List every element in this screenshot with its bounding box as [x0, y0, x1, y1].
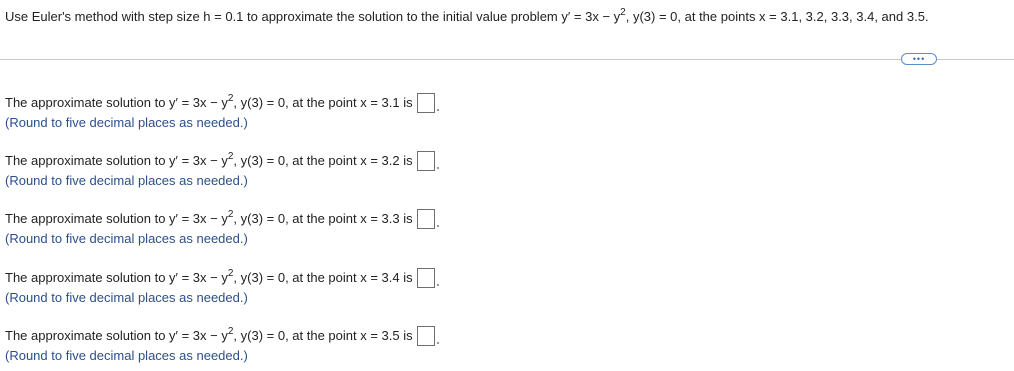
part-prompt: [5, 208, 413, 227]
answer-part-3: [5, 208, 439, 247]
question-text: [5, 6, 929, 25]
more-options-button[interactable]: •••: [901, 53, 937, 65]
part-prefix: The approximate solution to y′ = 3x − y: [5, 270, 228, 285]
part-prefix: The approximate solution to y′ = 3x − y: [5, 328, 228, 343]
part-exponent: 2: [227, 267, 234, 279]
part-prefix: The approximate solution to y′ = 3x − y: [5, 153, 228, 168]
part-suffix: , y(3) = 0, at the point x = 3.2 is: [233, 153, 413, 168]
input-dot-icon: [437, 225, 439, 227]
answer-part-5: [5, 325, 439, 364]
part-prompt: [5, 92, 413, 111]
input-dot-icon: [437, 342, 439, 344]
answer-input-box[interactable]: [417, 151, 435, 171]
question-exponent: 2: [620, 6, 626, 18]
input-dot-icon: [437, 109, 439, 111]
input-dot-icon: [437, 284, 439, 286]
rounding-hint: (Round to five decimal places as needed.): [5, 115, 248, 130]
question-rest: , y(3) = 0, at the points x = 3.1, 3.2, 3.3, 3.4, and 3.5.: [625, 9, 929, 24]
divider: [0, 59, 1014, 60]
answer-input-box[interactable]: [417, 209, 435, 229]
part-prompt: [5, 325, 413, 344]
part-suffix: , y(3) = 0, at the point x = 3.5 is: [233, 328, 413, 343]
part-exponent: 2: [227, 325, 234, 337]
part-prompt: [5, 267, 413, 286]
answer-part-4: [5, 267, 439, 306]
part-suffix: , y(3) = 0, at the point x = 3.3 is: [233, 211, 413, 226]
answer-part-2: [5, 150, 439, 189]
rounding-hint: (Round to five decimal places as needed.): [5, 173, 248, 188]
rounding-hint: (Round to five decimal places as needed.): [5, 290, 248, 305]
part-exponent: 2: [227, 208, 234, 220]
answer-input-box[interactable]: [417, 93, 435, 113]
part-prompt: [5, 150, 413, 169]
rounding-hint: (Round to five decimal places as needed.): [5, 231, 248, 246]
answer-input-box[interactable]: [417, 326, 435, 346]
answer-part-1: [5, 92, 439, 131]
part-prefix: The approximate solution to y′ = 3x − y: [5, 211, 228, 226]
part-prefix: The approximate solution to y′ = 3x − y: [5, 95, 228, 110]
part-exponent: 2: [227, 92, 234, 104]
question-intro: Use Euler's method with step size h = 0.1 to approximate the solution to the initial value problem y′ = 3x − y: [5, 9, 621, 24]
part-suffix: , y(3) = 0, at the point x = 3.4 is: [233, 270, 413, 285]
part-suffix: , y(3) = 0, at the point x = 3.1 is: [233, 95, 413, 110]
part-exponent: 2: [227, 150, 234, 162]
rounding-hint: (Round to five decimal places as needed.): [5, 348, 248, 363]
answer-input-box[interactable]: [417, 268, 435, 288]
input-dot-icon: [437, 167, 439, 169]
